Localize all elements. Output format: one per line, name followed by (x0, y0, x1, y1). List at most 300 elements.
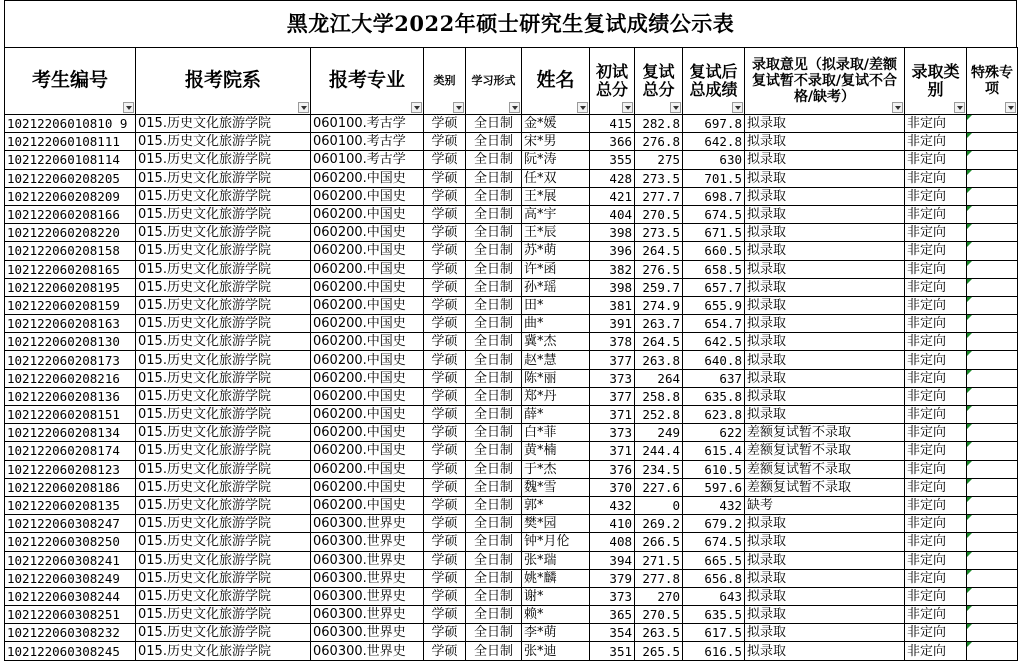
cell-total[interactable]: 432 (683, 496, 745, 514)
cell-opinion[interactable]: 拟录取 (745, 315, 905, 333)
cell-special[interactable] (967, 205, 1018, 223)
cell-category[interactable]: 非定向 (905, 569, 967, 587)
cell-id[interactable]: 102122060208130 (5, 333, 136, 351)
cell-mode[interactable]: 全日制 (466, 242, 522, 260)
cell-id[interactable]: 102122060308244 (5, 587, 136, 605)
table-row[interactable] (5, 424, 1018, 442)
cell-prelim[interactable]: 410 (590, 515, 635, 533)
cell-prelim[interactable]: 398 (590, 278, 635, 296)
cell-type[interactable]: 学硕 (424, 424, 466, 442)
cell-major[interactable]: 060200.中国史 (311, 369, 424, 387)
cell-name[interactable]: 赖* (522, 606, 590, 624)
cell-dept[interactable]: 015.历史文化旅游学院 (136, 369, 311, 387)
cell-category[interactable]: 非定向 (905, 351, 967, 369)
cell-prelim[interactable]: 354 (590, 624, 635, 642)
cell-major[interactable]: 060300.世界史 (311, 624, 424, 642)
cell-name[interactable]: 田* (522, 296, 590, 314)
cell-dept[interactable]: 015.历史文化旅游学院 (136, 606, 311, 624)
cell-major[interactable]: 060200.中国史 (311, 296, 424, 314)
cell-opinion[interactable]: 拟录取 (745, 642, 905, 660)
cell-id[interactable]: 102122060208163 (5, 315, 136, 333)
cell-opinion[interactable]: 缺考 (745, 496, 905, 514)
cell-special[interactable] (967, 224, 1018, 242)
cell-special[interactable] (967, 187, 1018, 205)
filter-dropdown-icon[interactable] (509, 102, 520, 113)
cell-dept[interactable]: 015.历史文化旅游学院 (136, 315, 311, 333)
table-row[interactable] (5, 642, 1018, 660)
cell-major[interactable]: 060200.中国史 (311, 315, 424, 333)
cell-name[interactable]: 王*展 (522, 187, 590, 205)
cell-category[interactable]: 非定向 (905, 224, 967, 242)
cell-opinion[interactable]: 拟录取 (745, 187, 905, 205)
cell-special[interactable] (967, 460, 1018, 478)
cell-mode[interactable]: 全日制 (466, 260, 522, 278)
cell-type[interactable]: 学硕 (424, 133, 466, 151)
table-row[interactable] (5, 551, 1018, 569)
cell-retest[interactable]: 264.5 (635, 333, 683, 351)
cell-major[interactable]: 060200.中国史 (311, 406, 424, 424)
cell-opinion[interactable]: 拟录取 (745, 387, 905, 405)
cell-dept[interactable]: 015.历史文化旅游学院 (136, 115, 311, 133)
cell-prelim[interactable]: 398 (590, 224, 635, 242)
col-header-retest[interactable]: 复试总分 (635, 48, 683, 115)
cell-prelim[interactable]: 415 (590, 115, 635, 133)
cell-opinion[interactable]: 拟录取 (745, 369, 905, 387)
cell-category[interactable]: 非定向 (905, 642, 967, 660)
cell-category[interactable]: 非定向 (905, 187, 967, 205)
table-row[interactable] (5, 406, 1018, 424)
cell-opinion[interactable]: 差额复试暂不录取 (745, 424, 905, 442)
cell-major[interactable]: 060300.世界史 (311, 569, 424, 587)
cell-retest[interactable]: 270.5 (635, 205, 683, 223)
cell-special[interactable] (967, 478, 1018, 496)
cell-type[interactable]: 学硕 (424, 315, 466, 333)
cell-prelim[interactable]: 379 (590, 569, 635, 587)
cell-special[interactable] (967, 296, 1018, 314)
cell-prelim[interactable]: 378 (590, 333, 635, 351)
col-header-special[interactable]: 特殊专项 (967, 48, 1018, 115)
cell-name[interactable]: 魏*雪 (522, 478, 590, 496)
cell-retest[interactable]: 259.7 (635, 278, 683, 296)
cell-major[interactable]: 060300.世界史 (311, 642, 424, 660)
cell-id[interactable]: 102122060208159 (5, 296, 136, 314)
cell-mode[interactable]: 全日制 (466, 624, 522, 642)
cell-special[interactable] (967, 624, 1018, 642)
cell-category[interactable]: 非定向 (905, 515, 967, 533)
cell-special[interactable] (967, 278, 1018, 296)
cell-opinion[interactable]: 拟录取 (745, 115, 905, 133)
cell-opinion[interactable]: 拟录取 (745, 169, 905, 187)
cell-category[interactable]: 非定向 (905, 496, 967, 514)
cell-prelim[interactable]: 365 (590, 606, 635, 624)
cell-major[interactable]: 060100.考古学 (311, 115, 424, 133)
cell-total[interactable]: 643 (683, 587, 745, 605)
cell-category[interactable]: 非定向 (905, 460, 967, 478)
cell-total[interactable]: 597.6 (683, 478, 745, 496)
cell-type[interactable]: 学硕 (424, 151, 466, 169)
cell-name[interactable]: 张*迪 (522, 642, 590, 660)
cell-retest[interactable]: 263.5 (635, 624, 683, 642)
cell-total[interactable]: 697.8 (683, 115, 745, 133)
cell-name[interactable]: 黄*楠 (522, 442, 590, 460)
cell-category[interactable]: 非定向 (905, 278, 967, 296)
cell-type[interactable]: 学硕 (424, 642, 466, 660)
table-row[interactable] (5, 242, 1018, 260)
filter-dropdown-icon[interactable] (892, 102, 903, 113)
cell-category[interactable]: 非定向 (905, 606, 967, 624)
cell-special[interactable] (967, 115, 1018, 133)
cell-retest[interactable]: 264.5 (635, 242, 683, 260)
cell-id[interactable]: 102122060208205 (5, 169, 136, 187)
col-header-total[interactable]: 复试后总成绩 (683, 48, 745, 115)
cell-dept[interactable]: 015.历史文化旅游学院 (136, 569, 311, 587)
cell-retest[interactable]: 258.8 (635, 387, 683, 405)
col-header-category[interactable]: 录取类别 (905, 48, 967, 115)
cell-major[interactable]: 060200.中国史 (311, 260, 424, 278)
cell-dept[interactable]: 015.历史文化旅游学院 (136, 169, 311, 187)
cell-name[interactable]: 樊*园 (522, 515, 590, 533)
cell-retest[interactable]: 274.9 (635, 296, 683, 314)
cell-type[interactable]: 学硕 (424, 296, 466, 314)
cell-opinion[interactable]: 差额复试暂不录取 (745, 478, 905, 496)
cell-id[interactable]: 102122060308249 (5, 569, 136, 587)
table-row[interactable] (5, 442, 1018, 460)
cell-prelim[interactable]: 373 (590, 424, 635, 442)
cell-prelim[interactable]: 376 (590, 460, 635, 478)
cell-special[interactable] (967, 242, 1018, 260)
cell-prelim[interactable]: 396 (590, 242, 635, 260)
cell-prelim[interactable]: 373 (590, 587, 635, 605)
cell-mode[interactable]: 全日制 (466, 460, 522, 478)
table-row[interactable] (5, 169, 1018, 187)
cell-category[interactable]: 非定向 (905, 315, 967, 333)
cell-prelim[interactable]: 366 (590, 133, 635, 151)
cell-mode[interactable]: 全日制 (466, 496, 522, 514)
table-row[interactable] (5, 278, 1018, 296)
cell-prelim[interactable]: 394 (590, 551, 635, 569)
cell-dept[interactable]: 015.历史文化旅游学院 (136, 187, 311, 205)
cell-type[interactable]: 学硕 (424, 387, 466, 405)
cell-category[interactable]: 非定向 (905, 551, 967, 569)
cell-id[interactable]: 102122060208135 (5, 496, 136, 514)
cell-type[interactable]: 学硕 (424, 406, 466, 424)
cell-dept[interactable]: 015.历史文化旅游学院 (136, 424, 311, 442)
cell-type[interactable]: 学硕 (424, 351, 466, 369)
cell-dept[interactable]: 015.历史文化旅游学院 (136, 551, 311, 569)
cell-retest[interactable]: 277.7 (635, 187, 683, 205)
cell-major[interactable]: 060200.中国史 (311, 169, 424, 187)
cell-dept[interactable]: 015.历史文化旅游学院 (136, 478, 311, 496)
cell-category[interactable]: 非定向 (905, 533, 967, 551)
cell-total[interactable]: 660.5 (683, 242, 745, 260)
cell-major[interactable]: 060200.中国史 (311, 242, 424, 260)
cell-opinion[interactable]: 拟录取 (745, 333, 905, 351)
cell-major[interactable]: 060200.中国史 (311, 351, 424, 369)
cell-type[interactable]: 学硕 (424, 587, 466, 605)
cell-name[interactable]: 张*瑞 (522, 551, 590, 569)
cell-special[interactable] (967, 333, 1018, 351)
cell-total[interactable]: 671.5 (683, 224, 745, 242)
cell-total[interactable]: 616.5 (683, 642, 745, 660)
cell-category[interactable]: 非定向 (905, 242, 967, 260)
cell-special[interactable] (967, 606, 1018, 624)
cell-dept[interactable]: 015.历史文化旅游学院 (136, 333, 311, 351)
cell-total[interactable]: 635.5 (683, 606, 745, 624)
cell-dept[interactable]: 015.历史文化旅游学院 (136, 151, 311, 169)
cell-opinion[interactable]: 拟录取 (745, 242, 905, 260)
cell-dept[interactable]: 015.历史文化旅游学院 (136, 406, 311, 424)
cell-name[interactable]: 姚*麟 (522, 569, 590, 587)
cell-id[interactable]: 102122060308232 (5, 624, 136, 642)
cell-id[interactable]: 102122060208216 (5, 369, 136, 387)
cell-total[interactable]: 630 (683, 151, 745, 169)
cell-dept[interactable]: 015.历史文化旅游学院 (136, 533, 311, 551)
cell-opinion[interactable]: 拟录取 (745, 624, 905, 642)
cell-category[interactable]: 非定向 (905, 624, 967, 642)
cell-type[interactable]: 学硕 (424, 187, 466, 205)
cell-retest[interactable]: 277.8 (635, 569, 683, 587)
cell-special[interactable] (967, 587, 1018, 605)
cell-dept[interactable]: 015.历史文化旅游学院 (136, 351, 311, 369)
cell-prelim[interactable]: 404 (590, 205, 635, 223)
cell-prelim[interactable]: 382 (590, 260, 635, 278)
col-header-opinion[interactable]: 录取意见（拟录取/差额复试暂不录取/复试不合格/缺考） (745, 48, 905, 115)
cell-total[interactable]: 610.5 (683, 460, 745, 478)
table-row[interactable] (5, 478, 1018, 496)
cell-special[interactable] (967, 533, 1018, 551)
cell-dept[interactable]: 015.历史文化旅游学院 (136, 205, 311, 223)
cell-retest[interactable]: 266.5 (635, 533, 683, 551)
cell-mode[interactable]: 全日制 (466, 224, 522, 242)
cell-mode[interactable]: 全日制 (466, 387, 522, 405)
cell-opinion[interactable]: 拟录取 (745, 133, 905, 151)
cell-id[interactable]: 102122060108114 (5, 151, 136, 169)
cell-major[interactable]: 060200.中国史 (311, 442, 424, 460)
cell-special[interactable] (967, 351, 1018, 369)
cell-major[interactable]: 060200.中国史 (311, 333, 424, 351)
cell-mode[interactable]: 全日制 (466, 278, 522, 296)
cell-id[interactable]: 102122060208173 (5, 351, 136, 369)
cell-total[interactable]: 622 (683, 424, 745, 442)
cell-dept[interactable]: 015.历史文化旅游学院 (136, 496, 311, 514)
col-header-major[interactable]: 报考专业 (311, 48, 424, 115)
cell-mode[interactable]: 全日制 (466, 533, 522, 551)
cell-type[interactable]: 学硕 (424, 169, 466, 187)
cell-mode[interactable]: 全日制 (466, 169, 522, 187)
cell-mode[interactable]: 全日制 (466, 205, 522, 223)
cell-name[interactable]: 郑*丹 (522, 387, 590, 405)
cell-type[interactable]: 学硕 (424, 551, 466, 569)
cell-type[interactable]: 学硕 (424, 515, 466, 533)
cell-retest[interactable]: 244.4 (635, 442, 683, 460)
cell-total[interactable]: 615.4 (683, 442, 745, 460)
cell-retest[interactable]: 282.8 (635, 115, 683, 133)
cell-total[interactable]: 635.8 (683, 387, 745, 405)
cell-retest[interactable]: 270.5 (635, 606, 683, 624)
cell-name[interactable]: 孙*瑶 (522, 278, 590, 296)
cell-name[interactable]: 许*函 (522, 260, 590, 278)
cell-type[interactable]: 学硕 (424, 224, 466, 242)
cell-category[interactable]: 非定向 (905, 442, 967, 460)
cell-prelim[interactable]: 381 (590, 296, 635, 314)
cell-opinion[interactable]: 差额复试暂不录取 (745, 442, 905, 460)
cell-type[interactable]: 学硕 (424, 278, 466, 296)
cell-category[interactable]: 非定向 (905, 133, 967, 151)
cell-name[interactable]: 曲* (522, 315, 590, 333)
cell-prelim[interactable]: 373 (590, 369, 635, 387)
col-header-mode[interactable]: 学习形式 (466, 48, 522, 115)
cell-major[interactable]: 060200.中国史 (311, 278, 424, 296)
cell-id[interactable]: 102122060208186 (5, 478, 136, 496)
cell-id[interactable]: 102122060308247 (5, 515, 136, 533)
cell-id[interactable]: 102122060308250 (5, 533, 136, 551)
cell-mode[interactable]: 全日制 (466, 315, 522, 333)
cell-total[interactable]: 640.8 (683, 351, 745, 369)
cell-dept[interactable]: 015.历史文化旅游学院 (136, 260, 311, 278)
cell-prelim[interactable]: 351 (590, 642, 635, 660)
cell-total[interactable]: 642.8 (683, 133, 745, 151)
cell-name[interactable]: 宋*男 (522, 133, 590, 151)
cell-prelim[interactable]: 377 (590, 351, 635, 369)
cell-opinion[interactable]: 拟录取 (745, 587, 905, 605)
cell-prelim[interactable]: 432 (590, 496, 635, 514)
cell-mode[interactable]: 全日制 (466, 187, 522, 205)
cell-dept[interactable]: 015.历史文化旅游学院 (136, 587, 311, 605)
cell-total[interactable]: 657.7 (683, 278, 745, 296)
cell-retest[interactable]: 263.8 (635, 351, 683, 369)
cell-total[interactable]: 658.5 (683, 260, 745, 278)
cell-prelim[interactable]: 408 (590, 533, 635, 551)
col-header-id[interactable]: 考生编号 (5, 48, 136, 115)
cell-total[interactable]: 698.7 (683, 187, 745, 205)
cell-dept[interactable]: 015.历史文化旅游学院 (136, 515, 311, 533)
cell-opinion[interactable]: 拟录取 (745, 606, 905, 624)
cell-id[interactable]: 102122060308245 (5, 642, 136, 660)
cell-mode[interactable]: 全日制 (466, 296, 522, 314)
cell-category[interactable]: 非定向 (905, 406, 967, 424)
cell-name[interactable]: 陈*丽 (522, 369, 590, 387)
col-header-prelim[interactable]: 初试总分 (590, 48, 635, 115)
table-row[interactable] (5, 569, 1018, 587)
cell-type[interactable]: 学硕 (424, 496, 466, 514)
cell-name[interactable]: 阮*涛 (522, 151, 590, 169)
cell-major[interactable]: 060200.中国史 (311, 460, 424, 478)
cell-type[interactable]: 学硕 (424, 569, 466, 587)
cell-mode[interactable]: 全日制 (466, 478, 522, 496)
cell-major[interactable]: 060200.中国史 (311, 387, 424, 405)
cell-retest[interactable]: 275 (635, 151, 683, 169)
table-row[interactable] (5, 224, 1018, 242)
cell-major[interactable]: 060300.世界史 (311, 515, 424, 533)
cell-category[interactable]: 非定向 (905, 587, 967, 605)
cell-opinion[interactable]: 拟录取 (745, 533, 905, 551)
cell-name[interactable]: 李*萌 (522, 624, 590, 642)
cell-mode[interactable]: 全日制 (466, 351, 522, 369)
cell-id[interactable]: 10212206010810 9 (5, 115, 136, 133)
cell-name[interactable]: 郭* (522, 496, 590, 514)
table-row[interactable] (5, 205, 1018, 223)
cell-dept[interactable]: 015.历史文化旅游学院 (136, 387, 311, 405)
cell-retest[interactable]: 271.5 (635, 551, 683, 569)
cell-special[interactable] (967, 515, 1018, 533)
cell-dept[interactable]: 015.历史文化旅游学院 (136, 224, 311, 242)
cell-prelim[interactable]: 421 (590, 187, 635, 205)
cell-category[interactable]: 非定向 (905, 478, 967, 496)
cell-opinion[interactable]: 拟录取 (745, 205, 905, 223)
cell-dept[interactable]: 015.历史文化旅游学院 (136, 442, 311, 460)
cell-total[interactable]: 617.5 (683, 624, 745, 642)
cell-opinion[interactable]: 拟录取 (745, 296, 905, 314)
cell-total[interactable]: 674.5 (683, 205, 745, 223)
cell-total[interactable]: 665.5 (683, 551, 745, 569)
cell-prelim[interactable]: 391 (590, 315, 635, 333)
cell-dept[interactable]: 015.历史文化旅游学院 (136, 624, 311, 642)
cell-mode[interactable]: 全日制 (466, 115, 522, 133)
cell-total[interactable]: 679.2 (683, 515, 745, 533)
cell-major[interactable]: 060200.中国史 (311, 205, 424, 223)
table-row[interactable] (5, 606, 1018, 624)
cell-prelim[interactable]: 370 (590, 478, 635, 496)
cell-name[interactable]: 苏*萌 (522, 242, 590, 260)
cell-mode[interactable]: 全日制 (466, 587, 522, 605)
cell-dept[interactable]: 015.历史文化旅游学院 (136, 296, 311, 314)
cell-special[interactable] (967, 260, 1018, 278)
cell-retest[interactable]: 0 (635, 496, 683, 514)
cell-dept[interactable]: 015.历史文化旅游学院 (136, 460, 311, 478)
cell-prelim[interactable]: 377 (590, 387, 635, 405)
cell-mode[interactable]: 全日制 (466, 569, 522, 587)
cell-name[interactable]: 高*宇 (522, 205, 590, 223)
cell-id[interactable]: 102122060208165 (5, 260, 136, 278)
cell-id[interactable]: 102122060308251 (5, 606, 136, 624)
cell-id[interactable]: 102122060308241 (5, 551, 136, 569)
filter-dropdown-icon[interactable] (411, 102, 422, 113)
cell-opinion[interactable]: 拟录取 (745, 260, 905, 278)
cell-type[interactable]: 学硕 (424, 442, 466, 460)
cell-type[interactable]: 学硕 (424, 606, 466, 624)
cell-type[interactable]: 学硕 (424, 533, 466, 551)
cell-retest[interactable]: 252.8 (635, 406, 683, 424)
cell-category[interactable]: 非定向 (905, 387, 967, 405)
filter-dropdown-icon[interactable] (954, 102, 965, 113)
cell-opinion[interactable]: 差额复试暂不录取 (745, 460, 905, 478)
filter-dropdown-icon[interactable] (577, 102, 588, 113)
table-row[interactable] (5, 260, 1018, 278)
cell-id[interactable]: 102122060208220 (5, 224, 136, 242)
cell-dept[interactable]: 015.历史文化旅游学院 (136, 133, 311, 151)
cell-retest[interactable]: 276.8 (635, 133, 683, 151)
cell-category[interactable]: 非定向 (905, 424, 967, 442)
table-row[interactable] (5, 333, 1018, 351)
cell-major[interactable]: 060300.世界史 (311, 551, 424, 569)
cell-major[interactable]: 060200.中国史 (311, 478, 424, 496)
cell-total[interactable]: 656.8 (683, 569, 745, 587)
cell-retest[interactable]: 265.5 (635, 642, 683, 660)
cell-dept[interactable]: 015.历史文化旅游学院 (136, 278, 311, 296)
cell-total[interactable]: 674.5 (683, 533, 745, 551)
cell-name[interactable]: 任*双 (522, 169, 590, 187)
cell-prelim[interactable]: 371 (590, 406, 635, 424)
table-row[interactable] (5, 460, 1018, 478)
col-header-dept[interactable]: 报考院系 (136, 48, 311, 115)
cell-special[interactable] (967, 569, 1018, 587)
table-row[interactable] (5, 133, 1018, 151)
cell-opinion[interactable]: 拟录取 (745, 569, 905, 587)
cell-prelim[interactable]: 428 (590, 169, 635, 187)
cell-category[interactable]: 非定向 (905, 333, 967, 351)
table-row[interactable] (5, 533, 1018, 551)
cell-name[interactable]: 薛* (522, 406, 590, 424)
